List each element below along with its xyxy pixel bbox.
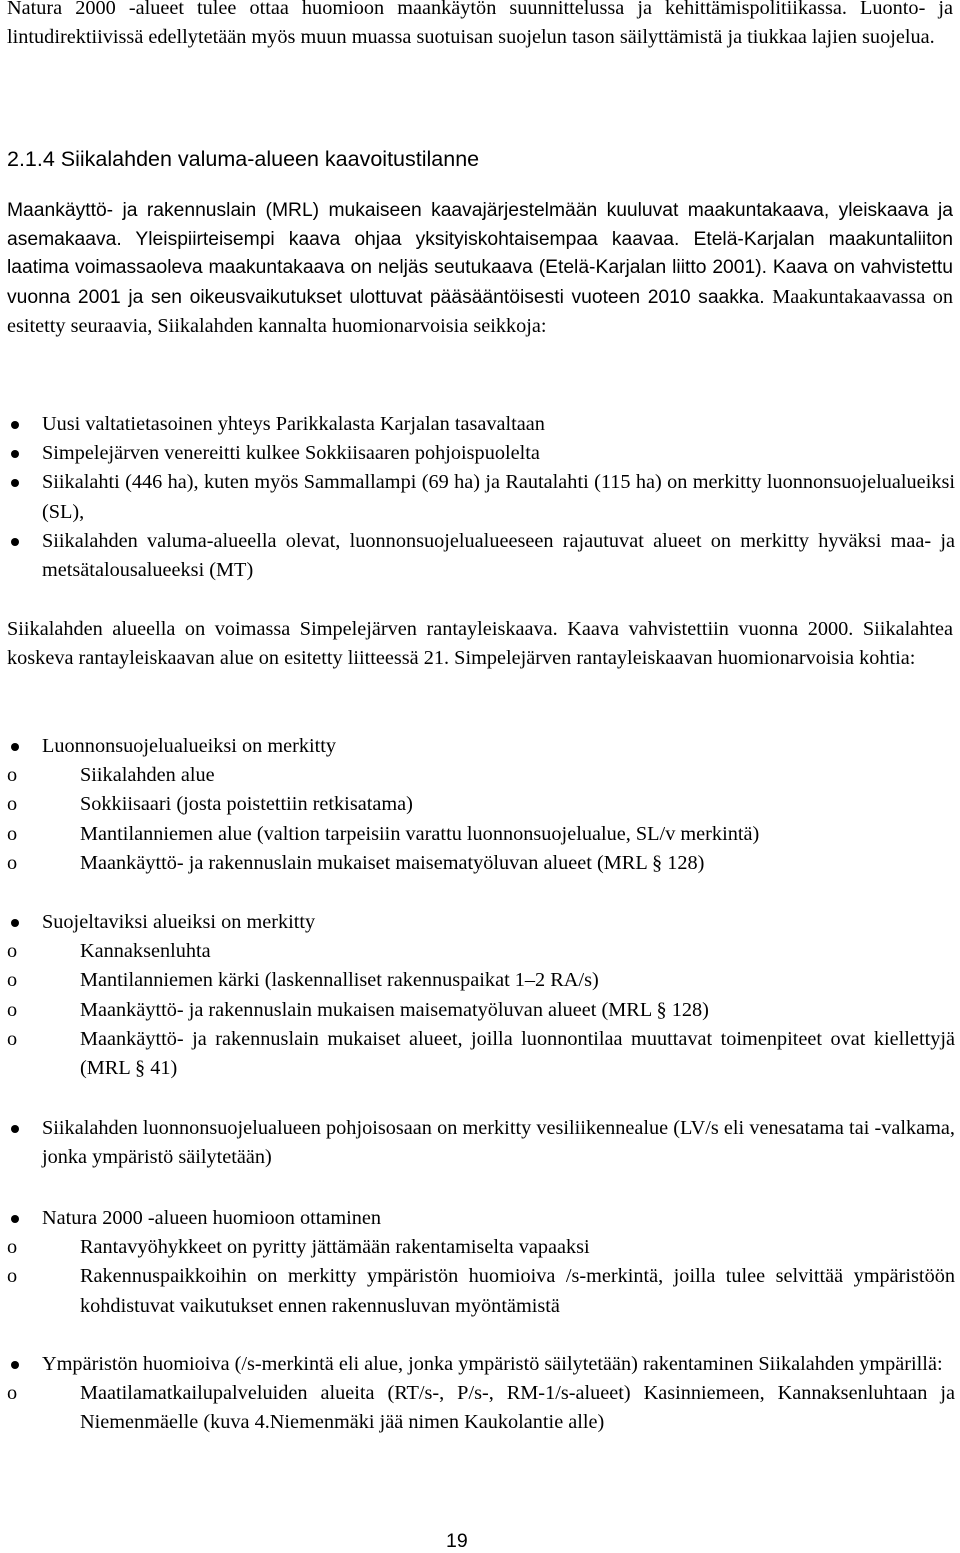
- sub-list-item: [7, 1233, 955, 1262]
- list-item-text: Siikalahden valuma-alueella olevat, luonnonsuojelualueeseen rajautuvat alueet on merkitty hyväksi maa- ja metsätalousalueeksi (MT): [42, 529, 955, 582]
- circle-bullet-icon: o: [7, 940, 18, 963]
- bullet-icon: [11, 538, 19, 546]
- sub-list-item: [7, 820, 955, 849]
- group-vesiliikennealue: [7, 1114, 955, 1172]
- sub-list-item: [7, 761, 955, 790]
- group-title: [7, 908, 955, 937]
- circle-bullet-icon: o: [7, 998, 18, 1021]
- paragraph-kaavajarjestelma: [7, 197, 953, 342]
- sub-list-item-text: Maatilamatkailupalveluiden alueita (RT/s-, P/s-, RM-1/s-alueet) Kasinniemeen, Kannaksenluhtaan ja Niemenmäelle (kuva 4.Niemenmäki jää nimen Kaukolantie alle): [80, 1382, 955, 1434]
- list-item: [7, 410, 955, 439]
- sub-list-item: [7, 937, 955, 966]
- paragraph-serif-part: Maakuntakaavassa on esitetty seuraavia, Siikalahden kannalta huomionarvoisia seikkoja:: [7, 285, 954, 337]
- group-title-text: Luonnonsuojelualueiksi on merkitty: [42, 735, 337, 757]
- sub-list-item-text: Kannaksenluhta: [80, 940, 211, 963]
- sub-list-item: [7, 996, 955, 1025]
- circle-bullet-icon: o: [7, 793, 18, 816]
- sub-list-item-text: Sokkiisaari (josta poistettiin retkisatama): [80, 793, 413, 816]
- paragraph-sans-part: Maankäyttö- ja rakennuslain (MRL) mukaiseen kaavajärjestelmään kuuluvat maakuntakaava, yleiskaava ja asemakaava. Yleispiirteisempi kaava ohjaa yksityiskohtaisempaa kaavaa. Etelä-Karjalan maakuntaliiton laatima voimassaoleva maakuntakaava on neljäs seutukaava (Etelä-Karjalan liitto 2001). Kaava on vahvistettu vuonna 2001 ja sen oikeusvaikutukset ulottuvat pääsääntöisesti vuoteen 2010 saakka.: [7, 200, 953, 308]
- sub-list-item-text: Maankäyttö- ja rakennuslain mukaisen maisematyöluvan alueet (MRL § 128): [80, 998, 709, 1021]
- group-title: [7, 732, 955, 761]
- sub-list: [7, 1379, 955, 1437]
- group-suojeltavat-alueet: [7, 908, 955, 1083]
- group-ymparisto-rakentaminen: [7, 1350, 955, 1438]
- bullet-icon: [11, 421, 19, 429]
- group-title-text: Natura 2000 -alueen huomioon ottaminen: [42, 1207, 382, 1229]
- bullet-icon: [11, 919, 19, 927]
- section-heading: 2.1.4 Siikalahden valuma-alueen kaavoitustilanne: [7, 147, 480, 171]
- group-title: [7, 1204, 955, 1233]
- paragraph-rantayleiskaava: Siikalahden alueella on voimassa Simpelejärven rantayleiskaava. Kaava vahvistettiin vuonna 2000. Siikalahtea koskeva rantayleiskaavan alue on esitetty liitteessä 21. Simpelejärven rantayleiskaavan huomionarvoisia kohtia:: [7, 618, 953, 670]
- list-item-text: Siikalahti (446 ha), kuten myös Sammallampi (69 ha) ja Rautalahti (115 ha) on merkitty luonnonsuojelualueiksi (SL),: [42, 471, 955, 523]
- group-title-text: Ympäristön huomioiva (/s-merkintä eli alue, jonka ympäristö säilytetään) rakentaminen Siikalahden ympärillä:: [42, 1353, 943, 1375]
- group-title: [7, 1350, 955, 1379]
- sub-list-item-text: Siikalahden alue: [80, 764, 215, 787]
- bullet-icon: [11, 1361, 19, 1369]
- bullet-icon: [11, 1215, 19, 1223]
- sub-list-item: [7, 1379, 955, 1437]
- group-title-text: Siikalahden luonnonsuojelualueen pohjoisosaan on merkitty vesiliikennealue (LV/s eli venesatama tai -valkama, jonka ympäristö säilytetään): [42, 1117, 955, 1169]
- list-item: [7, 527, 955, 585]
- sub-list-item-text: Maankäyttö- ja rakennuslain mukaiset maisematyöluvan alueet (MRL § 128): [80, 851, 705, 874]
- sub-list-item-text: Mantilanniemen alue (valtion tarpeisiin varattu luonnonsuojelualue, SL/v merkintä): [80, 822, 760, 845]
- circle-bullet-icon: o: [7, 1265, 18, 1288]
- sub-list: [7, 937, 955, 1083]
- group-natura-2000: [7, 1204, 955, 1321]
- list-item: [7, 468, 955, 526]
- sub-list: [7, 761, 955, 878]
- sub-list-item: [7, 849, 955, 878]
- sub-list-item: [7, 790, 955, 819]
- sub-list-item-text: Mantilanniemen kärki (laskennalliset rakennuspaikat 1–2 RA/s): [80, 969, 599, 992]
- maakuntakaava-bullet-list: [7, 410, 955, 585]
- list-item-text: Simpelejärven venereitti kulkee Sokkiisaaren pohjoispuolelta: [42, 442, 540, 465]
- sub-list-item-text: Maankäyttö- ja rakennuslain mukaiset alueet, joilla luonnontilaa muuttavat toimenpiteet ovat kiellettyjä (MRL § 41): [80, 1027, 955, 1080]
- sub-list-item: [7, 966, 955, 995]
- sub-list-item: [7, 1025, 955, 1083]
- list-item-text: Uusi valtatietasoinen yhteys Parikkalasta Karjalan tasavaltaan: [42, 413, 545, 435]
- group-title: [7, 1114, 955, 1172]
- intro-paragraph: Natura 2000 -alueet tulee ottaa huomioon maankäytön suunnittelussa ja kehittämispolitiikassa. Luonto- ja lintudirektiivissä edellytetään myös muun muassa suotuisan suojelun tason säilyttämistä ja tiukkaa lajien suojelua.: [7, 0, 953, 49]
- circle-bullet-icon: o: [7, 851, 18, 874]
- circle-bullet-icon: o: [7, 764, 18, 787]
- sub-list: [7, 1233, 955, 1321]
- sub-list-item-text: Rantavyöhykkeet on pyritty jättämään rakentamiselta vapaaksi: [80, 1236, 590, 1259]
- bullet-icon: [11, 743, 19, 751]
- circle-bullet-icon: o: [7, 1382, 18, 1405]
- bullet-icon: [11, 479, 19, 487]
- sub-list-item-text: Rakennuspaikkoihin on merkitty ympäristön huomioiva /s-merkintä, joilla tulee selvittää ympäristöön kohdistuvat vaikutukset ennen rakennusluvan myöntämistä: [80, 1265, 955, 1317]
- circle-bullet-icon: o: [7, 1236, 18, 1259]
- list-item: [7, 439, 955, 468]
- circle-bullet-icon: o: [7, 1027, 18, 1050]
- page-number: 19: [446, 1530, 468, 1552]
- circle-bullet-icon: o: [7, 969, 18, 992]
- sub-list-item: [7, 1262, 955, 1320]
- group-title-text: Suojeltaviksi alueiksi on merkitty: [42, 911, 316, 933]
- group-luonnonsuojelualueet: [7, 732, 955, 878]
- circle-bullet-icon: o: [7, 822, 18, 845]
- bullet-icon: [11, 450, 19, 458]
- bullet-icon: [11, 1125, 19, 1133]
